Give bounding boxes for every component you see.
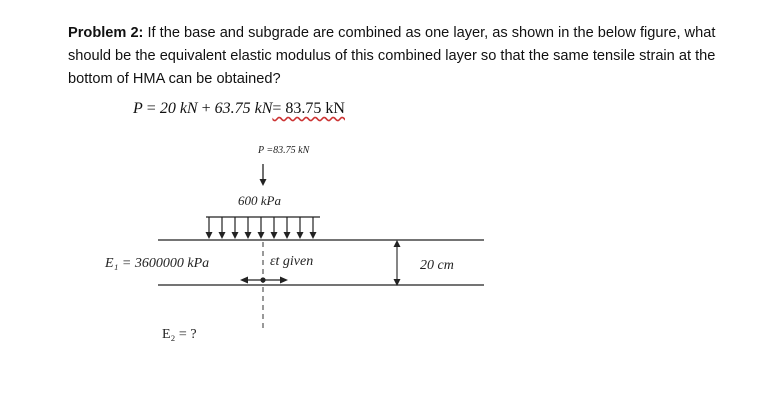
problem-body: If the base and subgrade are combined as one layer, as shown in the below figure, what should be the equivalent elastic modulus of this combined layer so that the same tensile strain at the bottom of HMA can be obtained? (68, 25, 716, 87)
strain-double-arrow (240, 277, 288, 284)
strain-label: εt given (270, 254, 314, 269)
distributed-load-arrows (206, 217, 321, 239)
point-load-label: P =83.75 kN (258, 145, 310, 156)
eq-plus: + (201, 100, 211, 117)
problem-heading: Problem 2: (68, 25, 144, 41)
eq-lhs: P (133, 100, 143, 117)
thickness-dimension (394, 240, 401, 286)
eq-term1: 20 kN (159, 100, 198, 117)
eq-equals: = (146, 100, 156, 117)
point-load-arrow (260, 164, 267, 186)
eq-term2: 63.75 kN (214, 100, 273, 117)
thickness-label: 20 cm (420, 258, 454, 273)
eq-result: = 83.75 kN (272, 100, 345, 117)
e2-label: E₂ = ? (162, 327, 197, 342)
e1-label: E₁ = 3600000 kPa (105, 256, 210, 271)
pressure-label: 600 kPa (238, 193, 281, 208)
